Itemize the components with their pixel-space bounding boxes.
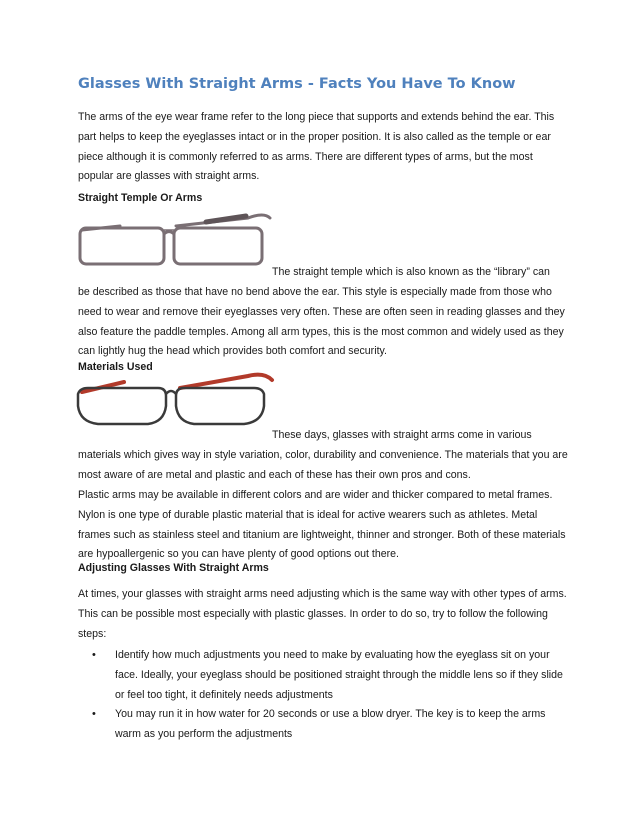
- straight-arm-glasses-image: [68, 206, 280, 270]
- section3-paragraph: At times, your glasses with straight arms need adjusting which is the same way with other types of arms. This can be possible most especially with plastic glasses. In order to do so, try to follow the following steps:: [78, 588, 567, 640]
- section-heading-adjusting: Adjusting Glasses With Straight Arms: [78, 562, 269, 574]
- intro-paragraph: The arms of the eye wear frame refer to the long piece that supports and extends behind the ear. This part helps to keep the eyeglasses intact or in the proper position. It is also called as the temple or ear piece although it is commonly referred to as arms. There are different types of arms, but the most popular are glasses with straight arms.: [78, 111, 555, 183]
- section-heading-materials: Materials Used: [78, 361, 153, 373]
- bullet-icon: •: [92, 649, 96, 661]
- list-item: [78, 646, 573, 705]
- list-item: [78, 705, 573, 745]
- list-item-text: You may run it in how water for 20 seconds or use a blow dryer. The key is to keep the arms warm as you perform the adjustments: [115, 708, 546, 741]
- bullet-icon: •: [92, 708, 96, 721]
- page-title: Glasses With Straight Arms - Facts You Have To Know: [78, 76, 516, 92]
- section2-paragraph: materials which gives way in style variation, color, durability and convenience. The materials that you are most aware of are metal and plastic and each of these has their own pros and cons.: [78, 449, 568, 481]
- section1-caption: The straight temple which is also known as the “library” can: [272, 266, 550, 278]
- section2-caption: These days, glasses with straight arms come in various: [272, 429, 532, 441]
- section1-paragraph: be described as those that have no bend above the ear. This style is especially made from those who need to wear and remove their eyeglasses very often. These are often seen in reading glasses and they also feature the paddle temples. Among all arm types, this is the most common and widely used as they can lightly hug the head which provides both comfort and security.: [78, 286, 565, 358]
- list-item-text: Identify how much adjustments you need to make by evaluating how the eyeglass sit on your face. Ideally, your eyeglass should be positioned straight through the middle lens so if they slide or feel too tight, it definitely needs adjustments: [115, 649, 563, 701]
- adjustment-steps-list: [78, 646, 573, 745]
- section-heading-straight-temple: Straight Temple Or Arms: [78, 192, 203, 204]
- section2-paragraph-2: Plastic arms may be available in different colors and are wider and thicker compared to metal frames. Nylon is one type of durable plastic material that is ideal for active wearers such as athletes. Metal frames such as stainless steel and titanium are lightweight, thinner and stronger. Both of these materials are hypoallergenic so you can have plenty of good options out there.: [78, 489, 566, 561]
- red-arm-glasses-image: [68, 366, 280, 432]
